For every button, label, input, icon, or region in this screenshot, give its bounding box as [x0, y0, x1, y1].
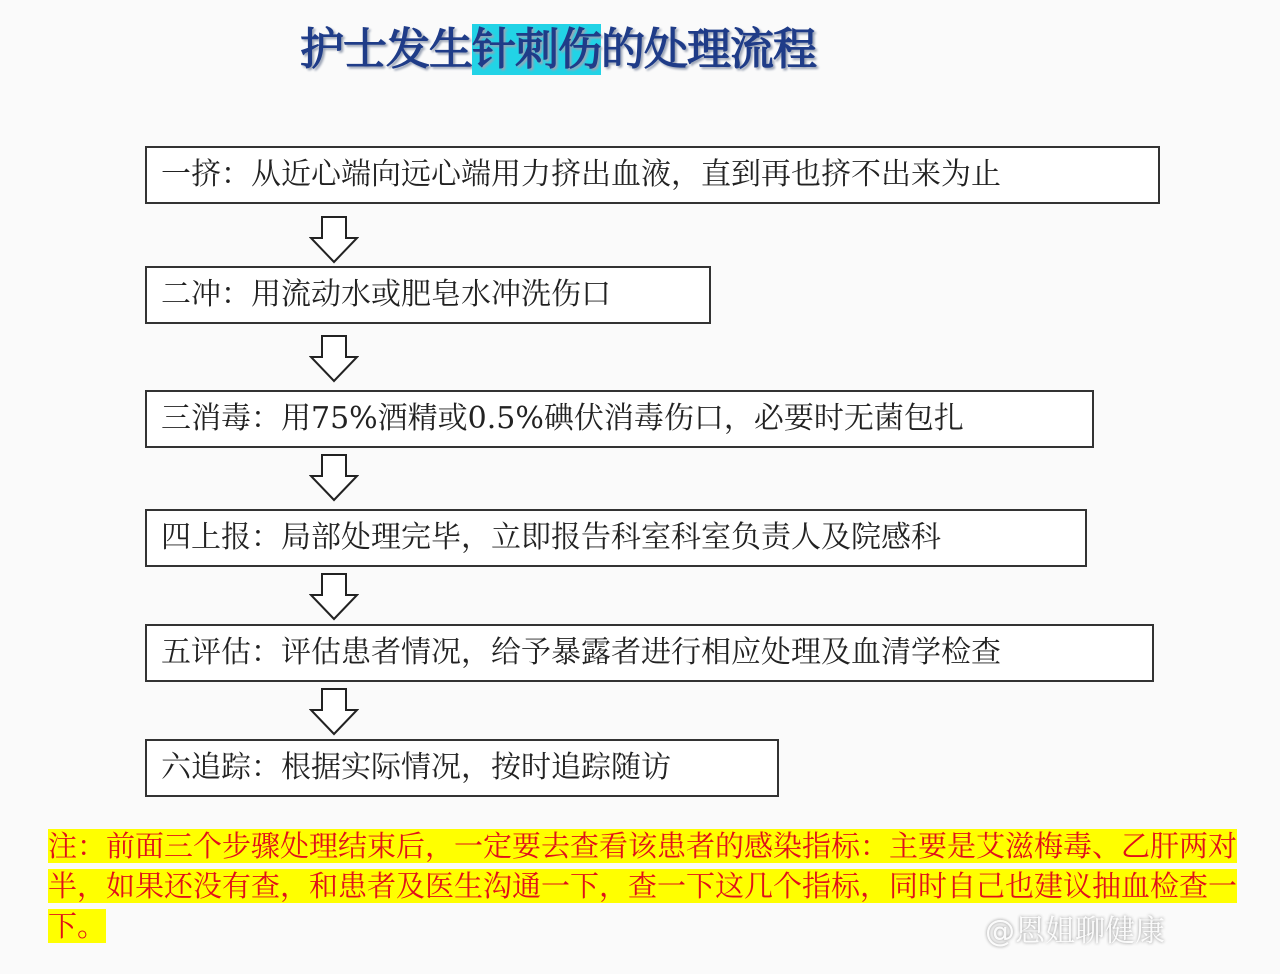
down-arrow-icon	[309, 335, 359, 383]
step-box-3: 三消毒：用75%酒精或0.5%碘伏消毒伤口，必要时无菌包扎	[145, 390, 1094, 448]
down-arrow-icon	[309, 573, 359, 621]
title-part-2: 的处理流程	[601, 24, 816, 75]
step-box-4: 四上报：局部处理完毕，立即报告科室科室负责人及院感科	[145, 509, 1087, 567]
note-highlight: 注：前面三个步骤处理结束后，一定要去查看该患者的感染指标：主要是艾滋梅毒、乙肝两对半，如果还没有查，和患者及医生沟通一下，查一下这几个指标，同时自己也建议抽血检查一下。	[48, 829, 1238, 943]
title-part-1: 护士发生	[300, 24, 472, 75]
step-box-2: 二冲：用流动水或肥皂水冲洗伤口	[145, 266, 711, 324]
title-highlight: 针刺伤	[472, 24, 601, 75]
down-arrow-icon	[309, 454, 359, 502]
step-box-1: 一挤：从近心端向远心端用力挤出血液，直到再也挤不出来为止	[145, 146, 1160, 204]
step-box-6: 六追踪：根据实际情况，按时追踪随访	[145, 739, 779, 797]
watermark: @恩姐聊健康	[985, 914, 1165, 949]
step-box-5: 五评估：评估患者情况，给予暴露者进行相应处理及血清学检查	[145, 624, 1154, 682]
down-arrow-icon	[309, 688, 359, 736]
page-title	[300, 18, 816, 82]
down-arrow-icon	[309, 216, 359, 264]
